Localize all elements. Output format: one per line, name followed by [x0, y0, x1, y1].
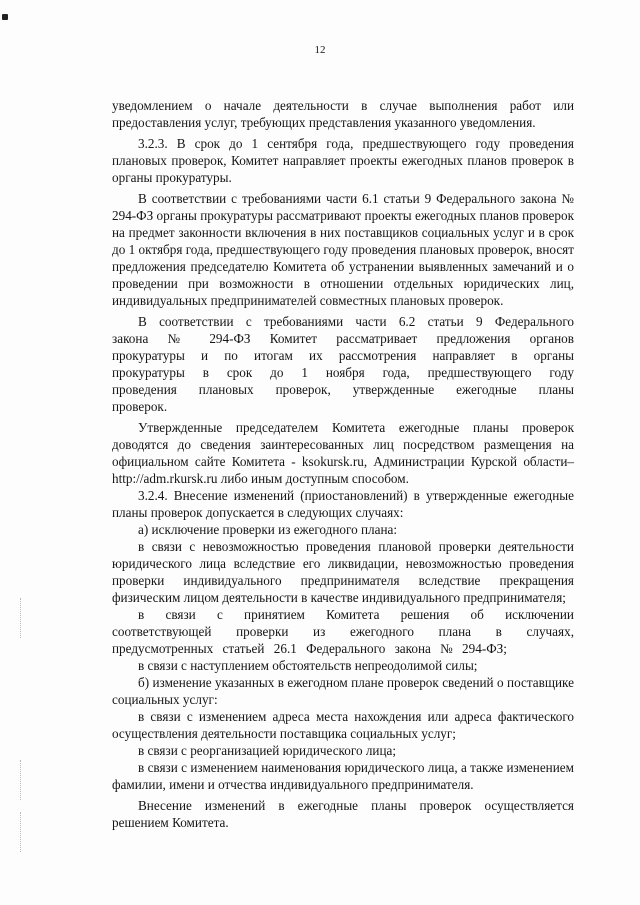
paragraph-3-2-4: 3.2.4. Внесение изменений (приостановлений) в утвержденные ежегодные планы проверок допускается в следующих случаях: [112, 488, 574, 520]
scan-artifact-mark [2, 14, 8, 20]
paragraph-part-6-2: В соответствии с требованиями части 6.2 статьи 9 Федерального закона № 294-ФЗ Комитет рассматривает предложения органов прокуратуры и по итогам их рассмотрения направляет в органы прокуратуры в срок до 1 ноября года, предшествующего году проведения плановых проверок, утвержденные ежегодные планы проверок. [112, 314, 574, 414]
list-item-address-change: в связи с изменением адреса места нахождения или адреса фактического осуществления деятельности поставщика социальных услуг; [112, 709, 574, 741]
margin-artifact [20, 598, 23, 638]
list-item-name-change: в связи с изменением наименования юридического лица, а также изменением фамилии, имени и отчества индивидуального предпринимателя. [112, 760, 574, 792]
paragraph-approved-plans: Утвержденные председателем Комитета ежегодные планы проверок доводятся до сведения заинтересованных лиц посредством размещения на официальном сайте Комитета - ksokursk.ru, Администрации Курской области– http://adm.rkursk.ru либо иным доступным способом. [112, 420, 574, 486]
page-number: 12 [314, 44, 326, 56]
paragraph-3-2-3: 3.2.3. В срок до 1 сентября года, предшествующего году проведения плановых проверок, Комитет направляет проекты ежегодных планов проверок в органы прокуратуры. [112, 136, 574, 185]
margin-artifact [20, 812, 23, 852]
list-item-a: а) исключение проверки из ежегодного плана: [138, 522, 398, 537]
margin-artifact [20, 760, 23, 800]
paragraph-continuation: уведомлением о начале деятельности в случае выполнения работ или предоставления услуг, требующих представления указанного уведомления. [112, 98, 574, 130]
paragraph-part-6-1: В соответствии с требованиями части 6.1 статьи 9 Федерального закона № 294-ФЗ органы прокуратуры рассматривают проекты ежегодных планов проверок на предмет законности включения в них поставщиков социальных услуг и в срок до 1 октября года, предшествующего году проведения плановых проверок, вносят предложения председателю Комитета об устранении выявленных замечаний и о проведении при возможности в отношении отдельных юридических лиц, индивидуальных предпринимателей совместных плановых проверок. [112, 191, 574, 308]
list-item-exclusion-decision: в связи с принятием Комитета решения об исключении соответствующей проверки из ежегодного плана в случаях, предусмотренных статьей 26.1 Федерального закона № 294-ФЗ; [112, 607, 574, 656]
list-item-force-majeure: в связи с наступлением обстоятельств непреодолимой силы; [138, 658, 478, 673]
list-item-reorganization: в связи с реорганизацией юридического лица; [138, 743, 397, 758]
list-item-b: б) изменение указанных в ежегодном плане проверок сведений о поставщике социальных услуг: [112, 675, 574, 707]
list-item-liquidation: в связи с невозможностью проведения плановой проверки деятельности юридического лица вследствие его ликвидации, невозможностью проведения проверки индивидуального предпринимателя вследствие прекращения физическим лицом деятельности в качестве индивидуального предпринимателя; [112, 539, 574, 605]
document-body [112, 97, 574, 831]
paragraph-amendments-decision: Внесение изменений в ежегодные планы проверок осуществляется решением Комитета. [112, 798, 574, 830]
